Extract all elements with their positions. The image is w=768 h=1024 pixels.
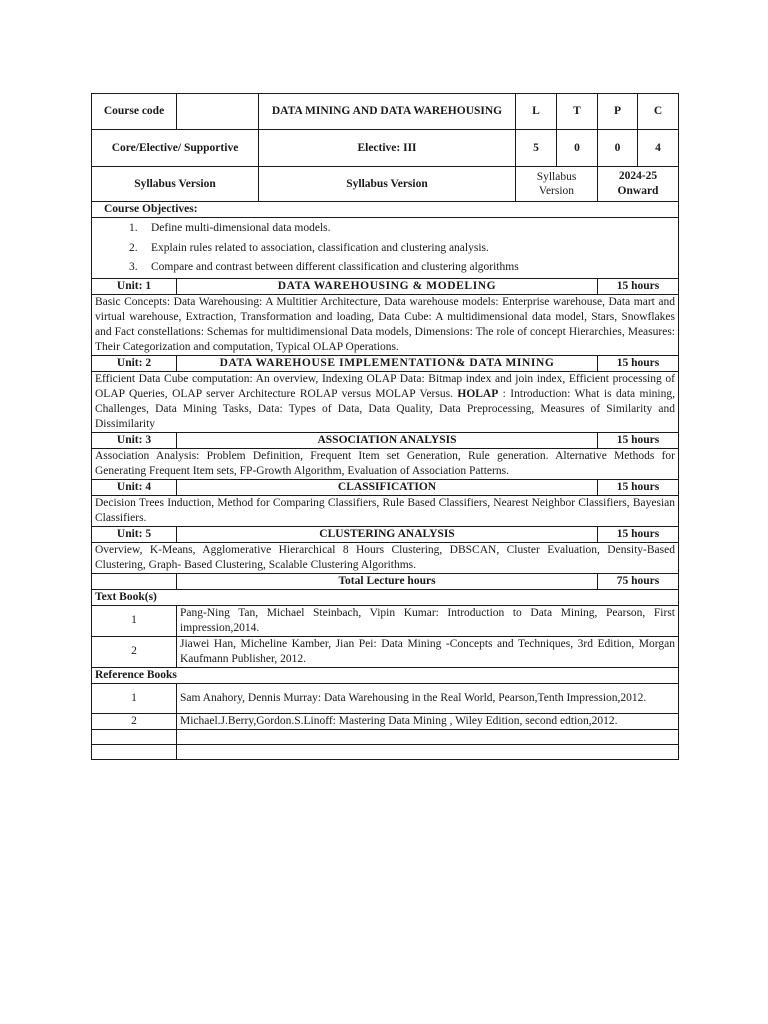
reference-row [92,683,679,713]
unit-title: CLASSIFICATION [177,479,598,495]
objectives-list [95,219,675,278]
objective-item: 1. Define multi-dimensional data models. [129,222,331,234]
objectives-label: Course Objectives: [92,202,679,218]
unit-5-content-row [92,542,679,573]
empty-row [92,744,679,759]
unit-label: Unit: 5 [92,526,177,542]
t-value: 0 [557,130,598,167]
total-row [92,573,679,589]
objective-item: 2. Explain rules related to association, classification and clustering analysis. [129,241,489,254]
unit-label: Unit: 2 [92,355,177,371]
syllabus-year: 2024-25 Onward [598,167,679,202]
unit-4-content-row [92,495,679,526]
syllabus-version-label: Syllabus Version [92,167,259,202]
syllabus-version-small: Syllabus Version [516,167,598,202]
textbooks-label-row [92,589,679,605]
unit-label: Unit: 4 [92,479,177,495]
total-label: Total Lecture hours [177,573,598,589]
unit-label: Unit: 3 [92,432,177,448]
course-code-label: Course code [92,94,177,130]
unit-content: Efficient Data Cube computation: An overview, Indexing OLAP Data: Bitmap index and join index, Efficient processing of OLAP Queries, OLAP server Architecture ROLAP versus MOLAP Versus. HOLAP : Introduction: What is data mining, Challenges, Data Mining Tasks, Data: Types of Data, Data Quality, Data Preprocessing, Measures of Similarity and Dissimilarity [92,371,679,432]
l-header: L [516,94,557,130]
unit-hours: 15 hours [598,479,679,495]
textbook-row [92,605,679,636]
reference-text: Michael.J.Berry,Gordon.S.Linoff: Mastering Data Mining , Wiley Edition, second edtion,2012. [177,713,679,729]
objective-item: 3. Compare and contrast between different classification and clustering algorithms [129,261,519,273]
unit-3-content-row [92,448,679,479]
unit-content: Basic Concepts: Data Warehousing: A Multitier Architecture, Data warehouse models: Enterprise warehouse, Data mart and virtual warehouse, Extraction, Transformation and loading, Data Cube: A multidimensional data model, Stars, Snowflakes and Fact constellations: Schemas for multidimensional Data models, Dimensions: The role of concept Hierarchies, Measures: Their Categorization and computation, Typical OLAP Operations. [92,294,679,355]
syllabus-table [91,93,679,760]
references-label-row [92,667,679,683]
p-value: 0 [598,130,638,167]
reference-text: Sam Anahory, Dennis Murray: Data Warehousing in the Real World, Pearson,Tenth Impression,2012. [177,683,679,713]
course-code-value [177,94,259,130]
unit-2-header [92,355,679,371]
unit-2-content-row [92,371,679,432]
unit-content: Association Analysis: Problem Definition, Frequent Item set Generation, Rule generation. Alternative Methods for Generating Frequent Item sets, FP-Growth Algorithm, Evaluation of Association Patterns. [92,448,679,479]
unit-hours: 15 hours [598,526,679,542]
reference-number: 2 [92,713,177,729]
p-header: P [598,94,638,130]
unit-content: Decision Trees Induction, Method for Comparing Classifiers, Rule Based Classifiers, Nearest Neighbor Classifiers, Bayesian Classifiers. [92,495,679,526]
unit-hours: 15 hours [598,432,679,448]
textbook-number: 2 [92,636,177,667]
category-value: Elective: III [259,130,516,167]
unit-3-header [92,432,679,448]
reference-row [92,713,679,729]
unit-label: Unit: 1 [92,278,177,294]
textbook-text: Pang-Ning Tan, Michael Steinbach, Vipin Kumar: Introduction to Data Mining, Pearson, First impression,2014. [177,605,679,636]
c-header: C [638,94,679,130]
unit-hours: 15 hours [598,278,679,294]
textbook-number: 1 [92,605,177,636]
references-label: Reference Books [92,667,679,683]
unit-title: ASSOCIATION ANALYSIS [177,432,598,448]
unit-title: DATA WAREHOUSING & MODELING [177,278,598,294]
unit-4-header [92,479,679,495]
category-label: Core/Elective/ Supportive [92,130,259,167]
header-row-syllabus [92,167,679,202]
textbook-text: Jiawei Han, Micheline Kamber, Jian Pei: Data Mining -Concepts and Techniques, 3rd Edition, Morgan Kaufmann Publisher, 2012. [177,636,679,667]
unit-hours: 15 hours [598,355,679,371]
textbook-row [92,636,679,667]
unit-1-content-row [92,294,679,355]
total-hours: 75 hours [598,573,679,589]
objectives-label-row [92,202,679,218]
header-row-title [92,94,679,130]
t-header: T [557,94,598,130]
unit-5-header [92,526,679,542]
course-title: DATA MINING AND DATA WAREHOUSING [259,94,516,130]
textbooks-label: Text Book(s) [92,589,679,605]
c-value: 4 [638,130,679,167]
empty-row [92,729,679,744]
unit-title: CLUSTERING ANALYSIS [177,526,598,542]
unit-title: DATA WAREHOUSE IMPLEMENTATION& DATA MINING [177,355,598,371]
syllabus-version-mid: Syllabus Version [259,167,516,202]
unit-1-header [92,278,679,294]
header-row-category [92,130,679,167]
reference-number: 1 [92,683,177,713]
objectives-row [92,218,679,279]
unit-content: Overview, K-Means, Agglomerative Hierarchical 8 Hours Clustering, DBSCAN, Cluster Evaluation, Density-Based Clustering, Graph- Based Clustering, Scalable Clustering Algorithms. [92,542,679,573]
l-value: 5 [516,130,557,167]
